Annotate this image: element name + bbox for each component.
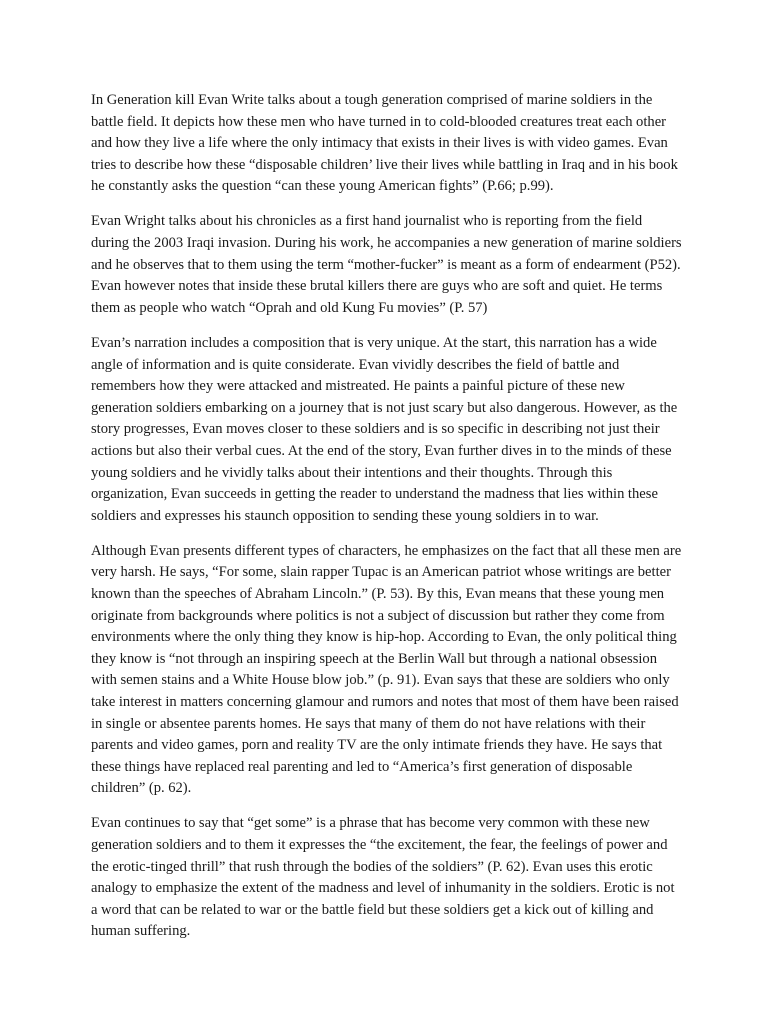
paragraph-3: Evan’s narration includes a composition that is very unique. At the start, this narration has a wide angle of information and is quite considerate. Evan vividly describes the field of battle and remembers how they were attacked and mistreated. He paints a painful picture of these new generation soldiers embarking on a journey that is not just scary but also dangerous. However, as the story progresses, Evan moves closer to these soldiers and is so specific in describing not just their actions but also their verbal cues. At the end of the story, Evan further dives in to the minds of these young soldiers and he vividly talks about their intentions and their thoughts. Through this organization, Evan succeeds in getting the reader to understand the madness that lies within these soldiers and expresses his staunch opposition to sending these young soldiers in to war.	[91, 334, 678, 524]
paragraph-1: In Generation kill Evan Write talks about a tough generation comprised of marine soldiers in the battle field. It depicts how these men who have turned in to cold-blooded creatures treat each other and how they live a life where the only intimacy that exists in their lives is with video games. Evan tries to describe how these “disposable children’ live their lives while battling in Iraq and in his book he constantly asks the question “can these young American fights” (P.66; p.99).	[91, 92, 678, 195]
document-body	[91, 90, 683, 956]
paragraph-4: Although Evan presents different types of characters, he emphasizes on the fact that all these men are very harsh. He says, “For some, slain rapper Tupac is an American patriot whose writings are better known than the speeches of Abraham Lincoln.” (P. 53). By this, Evan means that these young men originate from backgrounds where politics is not a subject of discussion but rather they come from environments where the only thing they know is hip-hop. According to Evan, the only political thing they know is “not through an inspiring speech at the Berlin Wall but through a national obsession with semen stains and a White House blow job.” (p. 91). Evan says that these are soldiers who only take interest in matters concerning glamour and rumors and notes that most of them have been raised in single or absentee parents homes. He says that many of them do not have relations with their parents and video games, porn and reality TV are the only intimate friends they have. He says that these things have replaced real parenting and led to “America’s first generation of disposable children” (p. 62).	[91, 542, 682, 797]
paragraph-5: Evan continues to say that “get some” is a phrase that has become very common with these new generation soldiers and to them it expresses the “the excitement, the fear, the feelings of power and the erotic-tinged thrill” that rush through the bodies of the soldiers” (P. 62). Evan uses this erotic analogy to emphasize the extent of the madness and level of inhumanity in the soldiers. Erotic is not a word that can be related to war or the battle field but these soldiers get a kick out of killing and human suffering.	[91, 815, 675, 940]
paragraph-2: Evan Wright talks about his chronicles as a first hand journalist who is reporting from the field during the 2003 Iraqi invasion. During his work, he accompanies a new generation of marine soldiers and he observes that to them using the term “mother-fucker” is meant as a form of endearment (P52). Evan however notes that inside these brutal killers there are guys who are soft and quiet. He terms them as people who watch “Oprah and old Kung Fu movies” (P. 57)	[91, 213, 682, 316]
